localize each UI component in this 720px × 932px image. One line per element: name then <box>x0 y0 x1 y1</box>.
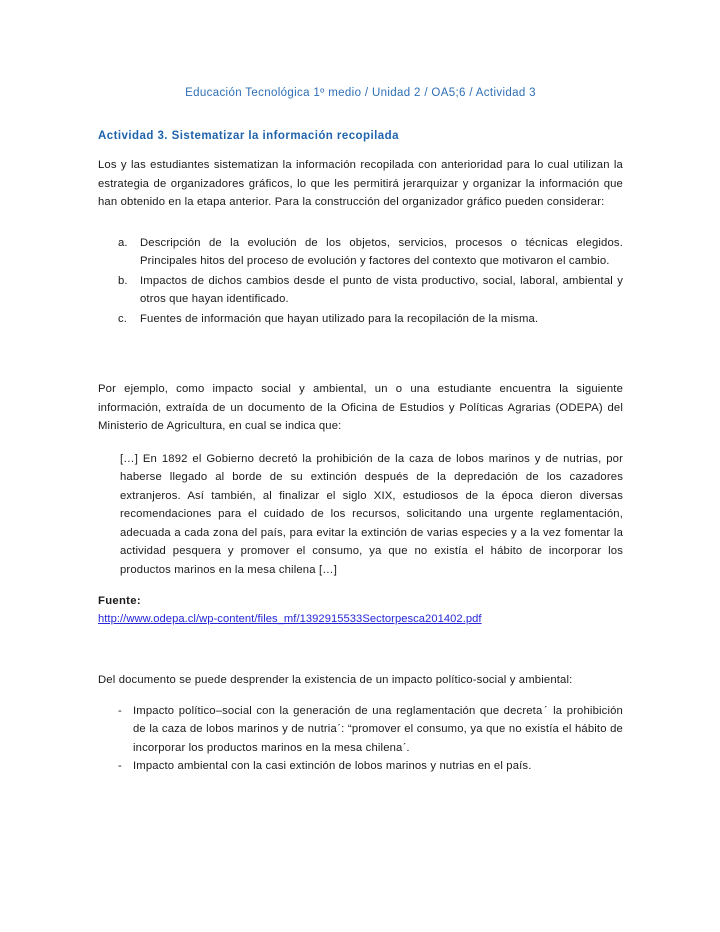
document-header-breadcrumb: Educación Tecnológica 1º medio / Unidad 2 / OA5;6 / Actividad 3 <box>185 87 536 99</box>
list-item-text: Impacto político–social con la generación de una reglamentación que decretaˊ la prohibición de la caza de lobos marinos y de nutriaˊ: “promover el consumo, ya que no existía el hábito de incorporar los productos marinos en la mesa chilenaˊ. <box>133 704 623 754</box>
document-content <box>98 0 623 776</box>
list-item-marker: c. <box>118 312 128 325</box>
list-item-marker: a. <box>118 236 128 249</box>
list-item <box>98 702 623 758</box>
source-label: Fuente: <box>98 595 141 607</box>
list-item <box>98 234 623 271</box>
alpha-list <box>98 234 623 329</box>
list-item-marker: - <box>118 760 122 772</box>
list-item-text: Impacto ambiental con la casi extinción de lobos marinos y nutrias en el país. <box>133 760 532 772</box>
list-item-marker: - <box>118 704 122 717</box>
conclusion-paragraph: Del documento se puede desprender la existencia de un impacto político-social y ambiental: <box>98 674 573 686</box>
source-url-link[interactable]: http://www.odepa.cl/wp-content/files_mf/1392915533Sectorpesca201402.pdf <box>98 613 482 625</box>
list-item <box>98 310 623 329</box>
dash-list <box>98 702 623 776</box>
quoted-extract: […] En 1892 el Gobierno decretó la prohibición de la caza de lobos marinos y de nutrias, por haberse llegado al borde de su extinción después de la depredación de los cazadores extranjeros. Así también, al finalizar el siglo XIX, estudiosos de la época dieron diversas recomendaciones para el cuidado de los recursos, solicitando una urgente reglamentación, adecuada a cada zona del país, para evitar la extinción de varias especies y a la vez fomentar la actividad pesquera y promover el consumo, ya que no existía el hábito de incorporar los productos marinos en la mesa chilena […] <box>120 452 623 576</box>
list-item-marker: b. <box>118 274 128 287</box>
list-item-text: Fuentes de información que hayan utilizado para la recopilación de la misma. <box>140 312 539 325</box>
activity-title: Actividad 3. Sistematizar la información recopilada <box>98 130 399 142</box>
list-item-text: Descripción de la evolución de los objetos, servicios, procesos o técnicas elegidos. Principales hitos del proceso de evolución y factores del contexto que motivaron el cambio. <box>140 236 623 267</box>
list-item-text: Impactos de dichos cambios desde el punto de vista productivo, social, laboral, ambiental y otros que hayan identificado. <box>140 274 623 305</box>
list-item <box>98 757 623 776</box>
example-paragraph: Por ejemplo, como impacto social y ambiental, un o una estudiante encuentra la siguiente información, extraída de un documento de la Oficina de Estudios y Políticas Agrarias (ODEPA) del Ministerio de Agricultura, en cual se indica que: <box>98 383 623 432</box>
intro-paragraph: Los y las estudiantes sistematizan la información recopilada con anterioridad para lo cual utilizan la estrategia de organizadores gráficos, lo que les permitirá jerarquizar y organizar la información que han obtenido en la etapa anterior. Para la construcción del organizador gráfico pueden considerar: <box>98 159 623 208</box>
list-item <box>98 272 623 309</box>
